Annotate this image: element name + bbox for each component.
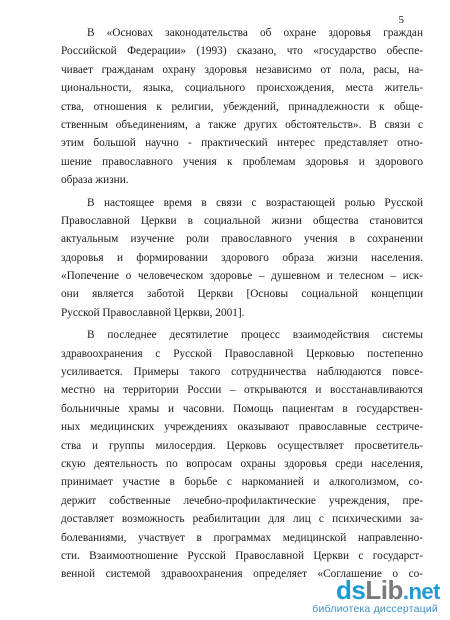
text-line: этим большой научно - практический интерес представляет отно- (61, 137, 423, 150)
text-line: чивает гражданам охрану здоровья независимо от пола, расы, на- (61, 63, 423, 76)
text-line: образа жизни. (61, 174, 129, 187)
text-line: сти. Взаимоотношение Русской Православной Церкви с государст- (61, 549, 423, 562)
text-line: венной системой здравоохранения определяет «Соглашение о со- (61, 568, 423, 581)
text-line: болеваниями, участвует в программах медицинской направленно- (61, 531, 423, 544)
text-line: здоровья и формировании здорового образа жизни населения. (61, 251, 423, 264)
text-line: ственным объединениям, а также других обстоятельств». В связи с (61, 118, 423, 131)
text-line: «Попечение о человеческом здоровье – душевном и телесном – иск- (61, 270, 423, 283)
text-line: В настоящее время в связи с возрастающей ролью Русской (87, 196, 423, 209)
text-line: ства и группы милосердия. Церковь осуществляет просветитель- (61, 439, 423, 452)
logo-part-lib: Lib (365, 575, 403, 605)
paragraph-3 (61, 326, 423, 583)
text-line: ных медицинских учреждениях оказывают православные сестриче- (61, 421, 423, 434)
text-line: Российской Федерации» (1993) сказано, что «государство обеспе- (61, 45, 423, 58)
paragraph-1 (61, 24, 423, 190)
text-line: здравоохранения с Русской Православной Церковью постепенно (61, 347, 423, 360)
page-number: 5 (398, 14, 404, 26)
text-line: скую деятельность по вопросам охраны здоровья среди населения, (61, 457, 423, 470)
text-line: держит собственные лечебно-профилактические учреждения, пре- (61, 494, 423, 507)
text-line: принимает участие в борьбе с наркоманией и алкоголизмом, со- (61, 476, 423, 489)
text-line: актуальным изучение роли православного учения в сохранении (61, 233, 423, 246)
text-line: циональности, языка, социального происхождения, места житель- (61, 82, 423, 95)
text-line: они является заботой Церкви [Основы социальной концепции (61, 288, 423, 301)
text-line: местно на территории России – открываются и восстанавливаются (61, 384, 423, 397)
logo-part-ds: ds (336, 575, 366, 605)
text-line: шение православного учения к проблемам здоровья и здорового (61, 155, 423, 168)
text-line: больничные храмы и часовни. Помощь пациентам в государствен- (61, 402, 423, 415)
watermark-caption: библиотека диссертаций (312, 603, 438, 615)
logo-part-net: .net (402, 579, 440, 604)
text-line: ства, отношения к религии, убеждений, принадлежности к обще- (61, 100, 423, 113)
text-line: доставляет возможность реабилитации для лиц с психическими за- (61, 513, 423, 526)
paragraph-2 (61, 194, 423, 323)
text-line: В «Основах законодательства об охране здоровья граждан (87, 27, 423, 39)
text-line: В последнее десятилетие процесс взаимодействия системы (87, 329, 423, 342)
dslib-logo (336, 576, 440, 606)
text-line: Русской Православной Церкви, 2001]. (61, 306, 245, 319)
document-body (61, 24, 423, 584)
text-line: усиливается. Примеры такого сотрудничества наблюдаются повсе- (61, 366, 423, 379)
dslib-watermark (264, 576, 444, 616)
text-line: Православной Церкви в социальной жизни общества становится (61, 214, 423, 227)
